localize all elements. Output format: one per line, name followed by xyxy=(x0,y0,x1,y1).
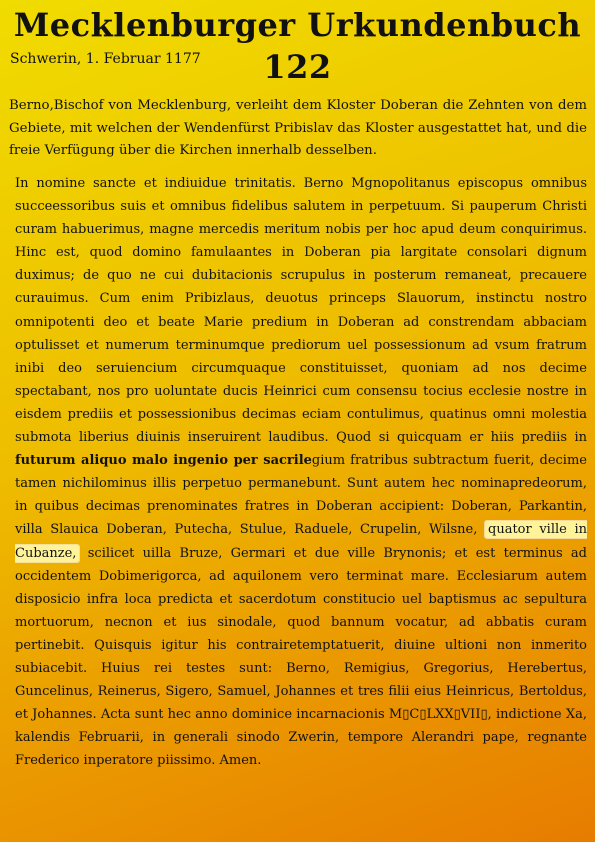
highlighted-phrase[interactable]: quator ville in Cubanze, xyxy=(15,522,587,561)
charter-text-part-1: In nomine sancte et indiuidue trinitatis. Berno Mgnopolitanus episcopus omnibus succeessoribus suis et omnibus fidelibus salutem in perpetuum. Si pauperum Christi curam habuerimus, magne mercedis meritum nobis per hoc apud deum conquirimus. Hinc est, quod domino famulaantes in Doberan pia largitate consolari dignum duximus; de quo ne cui dubitacionis scrupulus in posterum remaneat, precauere curauimus. Cum enim Pribizlaus, deuotus princeps Slauorum, instinctu nostro omnipotenti deo et beate Marie predium in Doberan ad constrendam abbaciam optulisset et numerum terminumque prediorum uel possessionum ad vsum fratrum inibi deo seruiencium circumquaque constituisset, quoniam ad nos decime spectabant, nos pro uoluntate ducis Heinrici cum consensu tocius ecclesie nostre in eisdem prediis et possessionibus decimas eciam contulimus, quatinus omni molestia submota liberius diuinis inseruirent laudibus. Quod si quicquam er hiis prediis in xyxy=(15,176,587,446)
document-title: Mecklenburger Urkundenbuch 122 xyxy=(13,6,582,86)
charter-text-part-2: gium fratribus subtractum fuerit, decime tamen nichilominus illis perpetuo permanebunt. Sunt autem hec nominapredeorum, in quibus decimas prenominates fratres in Doberan accipient: Doberan, Parkantin, villa Slauica Doberan, Putecha, Stulue, Raduele, Crupelin, Wilsne, xyxy=(15,453,587,538)
document-date: Schwerin, 1. Februar 1177 xyxy=(10,51,201,67)
charter-text xyxy=(15,172,587,772)
charter-text-part-3: scilicet uilla Bruze, Germari et due ville Brynonis; et est terminus ad occidentem Dobimerigorca, ad aquilonem vero terminat mare. Ecclesiarum autem disposicio infra loca predicta et sacerdotum constitucio uel baptismus ac sepultura mortuorum, necnon et ius sinodale, quod bannum vocatur, ad abbatis curam pertinebit. Quisquis igitur his contrairetemptatuerit, diuine ultioni non inmerito subiacebit. Huius rei testes sunt: Berno, Remigius, Gregorius, Herebertus, Guncelinus, Reinerus, Sigero, Samuel, Johannes et tres filii eius Heinricus, Bertoldus, et Johannes. Acta sunt hec anno dominice incarnacionis M▯C▯LXX▯VII▯, indictione Xa, kalendis Februarii, in generali sinodo Zwerin, tempore Alerandri pape, regnante Frederico inperatore piissimo. Amen. xyxy=(15,545,587,769)
summary-paragraph: Berno,Bischof von Mecklenburg, verleiht dem Kloster Doberan die Zehnten von dem Gebiete, mit welchen der Wendenfürst Pribislav das Kloster ausgestattet hat, und die freie Verfügung über die Kirchen innerhalb desselben. xyxy=(9,98,587,159)
charter-bold-phrase: futurum aliquo malo ingenio per sacrile xyxy=(15,453,312,469)
